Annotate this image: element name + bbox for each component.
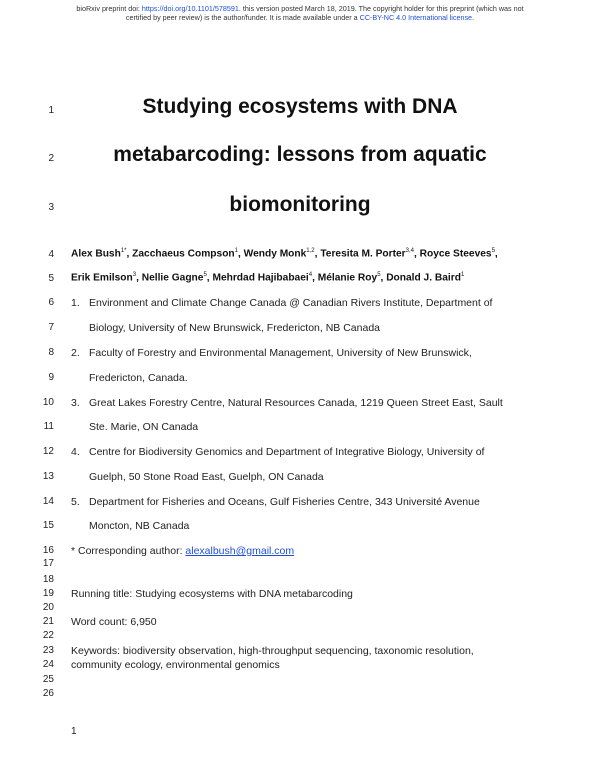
author-line-1: Alex Bush$^{1*}$, Zacchaeus Compson$^1$, Wendy Monk$^{1,2}$, Teresita M. Porter$^{3,4}$, Royce Steeves$^5$, [71, 248, 498, 260]
line-number: 14 [42, 496, 54, 507]
affiliation-text: Moncton, NB Canada [89, 520, 190, 532]
affiliation-text: Fredericton, Canada. [89, 372, 188, 384]
affiliation-text: Department for Fisheries and Oceans, Gulf Fisheries Centre, 343 Université Avenue [89, 496, 480, 508]
author-name: Mélanie Roy [317, 272, 378, 284]
author-name: Alex Bush [71, 248, 121, 260]
page-number: 1 [71, 726, 77, 737]
line-number: 25 [42, 674, 54, 685]
line-number: 23 [42, 645, 54, 656]
line-number: 5 [48, 273, 54, 284]
author-affiliation: 1 [234, 248, 238, 254]
line-number: 18 [42, 574, 54, 585]
line-number: 19 [42, 588, 54, 599]
author-name: Erik Emilson [71, 272, 133, 284]
author-name: Mehrdad Hajibabaei [212, 272, 309, 284]
line-number: 16 [42, 545, 54, 556]
line-number: 3 [48, 202, 54, 213]
word-count: Word count: 6,950 [71, 616, 157, 628]
line-number: 9 [48, 372, 54, 383]
corresponding-author: * Corresponding author: alexalbush@gmail.com [71, 545, 295, 557]
line-number: 12 [42, 446, 54, 457]
author-name: Zacchaeus Compson [132, 248, 235, 260]
affiliation-number: 1. [71, 297, 80, 309]
line-number: 7 [48, 322, 54, 333]
line-number: 1 [48, 105, 54, 116]
affiliation-text: Ste. Marie, ON Canada [89, 421, 199, 433]
title-line-2: metabarcoding: lessons from aquatic [113, 143, 487, 166]
author-affiliation: 1 [460, 272, 465, 278]
affiliation-text: Environment and Climate Change Canada @ Canadian Rivers Institute, Department of [89, 297, 493, 309]
line-number: 6 [48, 297, 54, 308]
author-affiliation: 5 [203, 272, 207, 278]
author-affiliation: 1* [120, 248, 127, 254]
author-affiliation: 4 [308, 272, 313, 278]
affiliation-number: 2. [71, 347, 80, 359]
affiliation-text: Biology, University of New Brunswick, Fredericton, NB Canada [89, 322, 381, 334]
author-affiliation: 1,2 [306, 248, 315, 254]
author-affiliation: 5 [377, 272, 381, 278]
header-line-1: bioRxiv preprint doi: https://doi.org/10.1101/578591. this version posted March 18, 2019. The copyright holder for this preprint (which was not [76, 4, 524, 13]
line-number: 21 [42, 616, 54, 627]
affiliation-number: 5. [71, 496, 80, 508]
affiliation-text: Faculty of Forestry and Environmental Management, University of New Brunswick, [89, 347, 472, 359]
author-name: Donald J. Baird [386, 272, 461, 284]
author-name: Nellie Gagne [141, 272, 204, 284]
affiliation-text: Guelph, 50 Stone Road East, Guelph, ON Canada [89, 471, 324, 483]
line-number: 15 [42, 520, 54, 531]
line-number: 10 [42, 397, 54, 408]
license-link[interactable]: CC-BY-NC 4.0 International license [359, 13, 473, 22]
line-number: 8 [48, 347, 54, 358]
line-number: 11 [43, 421, 54, 432]
line-number: 24 [42, 659, 54, 670]
author-line-2: Erik Emilson$^3$, Nellie Gagne$^5$, Mehrdad Hajibabaei$^4$, Mélanie Roy$^5$, Donald J. Baird$^1$ [71, 272, 465, 284]
author-email-link[interactable]: alexalbush@gmail.com [185, 545, 295, 557]
author-affiliation: 3 [132, 272, 137, 278]
running-title: Running title: Studying ecosystems with DNA metabarcoding [71, 588, 353, 600]
line-number: 4 [48, 249, 54, 260]
affiliation-number: 4. [71, 446, 80, 458]
author-name: Royce Steeves [419, 248, 492, 260]
header-line-2: certified by peer review) is the author/funder. It is made available under a CC-BY-NC 4.0 International license. [125, 13, 475, 22]
preprint-header [0, 4, 600, 22]
keywords-line-1: Keywords: biodiversity observation, high-throughput sequencing, taxonomic resolution, [71, 645, 474, 657]
affiliation-number: 3. [71, 397, 80, 409]
title-line-1: Studying ecosystems with DNA [142, 95, 458, 118]
affiliation-text: Great Lakes Forestry Centre, Natural Resources Canada, 1219 Queen Street East, Sault [89, 397, 503, 409]
keywords-line-2: community ecology, environmental genomics [71, 659, 280, 671]
doi-link[interactable]: https://doi.org/10.1101/578591 [141, 4, 239, 13]
author-affiliation: 3,4 [405, 248, 414, 254]
line-number: 17 [42, 558, 54, 569]
affiliation-text: Centre for Biodiversity Genomics and Department of Integrative Biology, University of [89, 446, 485, 458]
title-line-3: biomonitoring [229, 193, 371, 216]
line-number: 22 [42, 630, 54, 641]
line-number: 2 [48, 153, 54, 164]
line-number: 13 [42, 471, 54, 482]
line-number: 26 [42, 688, 54, 699]
author-name: Wendy Monk [243, 248, 307, 260]
author-name: Teresita M. Porter [320, 248, 406, 260]
author-affiliation: 5 [491, 248, 495, 254]
line-number: 20 [42, 602, 54, 613]
